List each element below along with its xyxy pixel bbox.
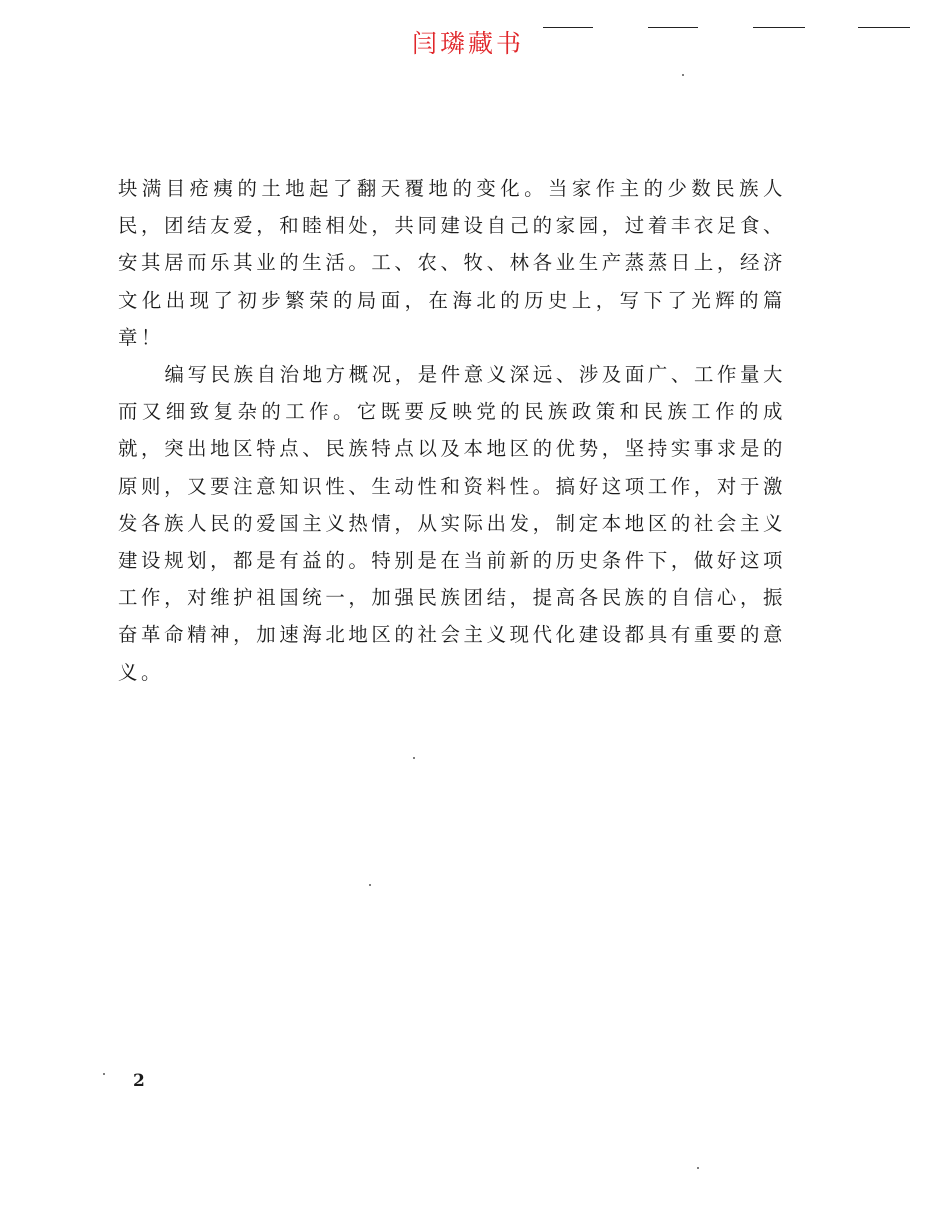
- scan-speck: [369, 884, 371, 886]
- scan-speck: [413, 757, 415, 759]
- scan-rule-4: [858, 27, 910, 28]
- page-number: 2: [133, 1071, 145, 1091]
- paragraph-continuation: 块满目疮痍的土地起了翻天覆地的变化。当家作主的少数民族人民，团结友爱，和睦相处，共同建设自己的家园，过着丰衣足食、安其居而乐其业的生活。工、农、牧、林各业生产蒸蒸日上，经济文化出现了初步繁荣的局面，在海北的历史上，写下了光辉的篇章！: [118, 177, 786, 349]
- scan-speck: [697, 1167, 699, 1169]
- scan-rule-3: [753, 27, 805, 28]
- paragraph-significance: 编写民族自治地方概况，是件意义深远、涉及面广、工作量大而又细致复杂的工作。它既要反映党的民族政策和民族工作的成就，突出地区特点、民族特点以及本地区的优势，坚持实事求是的原则，又要注意知识性、生动性和资料性。搞好这项工作，对于激发各族人民的爱国主义热情，从实际出发，制定本地区的社会主义建设规划，都是有益的。特别是在当前新的历史条件下，做好这项工作，对维护祖国统一，加强民族团结，提高各民族的自信心，振奋革命精神，加速海北地区的社会主义现代化建设都具有重要的意义。: [118, 363, 786, 684]
- scan-speck: [682, 74, 684, 76]
- scan-rule-1: [543, 27, 593, 28]
- scan-rule-2: [648, 27, 698, 28]
- body-text: [118, 170, 786, 691]
- collection-stamp: 闫璘藏书: [412, 29, 525, 58]
- scan-speck: [103, 1073, 105, 1075]
